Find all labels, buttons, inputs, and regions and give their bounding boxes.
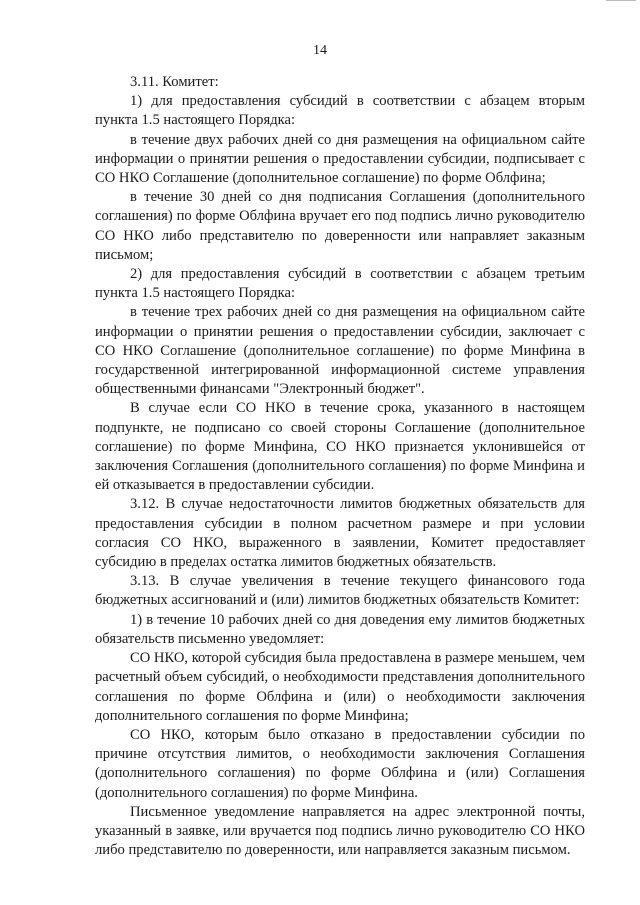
clause-3-11-item-2-para-1: в течение трех рабочих дней со дня размещения на официальном сайте информации о принятии решения о предоставлении субсидии, заключает с СО НКО Соглашение (дополнительное соглашение) по форме Минфина в государственной интегрированной информационной системе управления общественными финансами "Электронный бюджет". [95,304,585,398]
page-number: 14 [313,43,327,58]
clause-3-13-notice: Письменное уведомление направляется на адрес электронной почты, указанный в заявке, или вручается под подпись лично руководителю СО НКО либо представителю по доверенности, или направляется заказным письмом. [95,803,585,859]
clause-3-13-item-1-para-1: СО НКО, которой субсидия была предоставлена в размере меньшем, чем расчетный объем субсидий, о необходимости представления дополнительного соглашения по форме Облфина и (или) о необходимости заключения дополнительного соглашения по форме Минфина; [95,650,585,724]
clause-3-13-item-1: 1) в течение 10 рабочих дней со дня доведения ему лимитов бюджетных обязательств письменно уведомляет: [95,611,585,647]
clause-3-13-heading: 3.13. В случае увеличения в течение текущего финансового года бюджетных ассигнований и (или) лимитов бюджетных обязательств Комитет: [95,573,585,609]
clause-3-11-item-2-para-2: В случае если СО НКО в течение срока, указанного в настоящем подпункте, не подписано со своей стороны Соглашение (дополнительное соглашение) по форме Минфина, СО НКО признается уклонившейся от заключения Соглашения (дополнительного соглашения) по форме Минфина и ей отказывается в предоставлении субсидии. [95,400,585,494]
clause-3-11-item-1-para-1: в течение двух рабочих дней со дня размещения на официальном сайте информации о принятии решения о предоставлении субсидии, подписывает с СО НКО Соглашение (дополнительное соглашение) по форме Облфина; [95,131,585,187]
clause-3-11-item-1-para-2: в течение 30 дней со дня подписания Соглашения (дополнительного соглашения) по форме Облфина вручает его под подпись лично руководителю СО НКО либо представителю по доверенности или направляет заказным письмом; [95,189,585,263]
clause-3-11-item-2: 2) для предоставления субсидий в соответствии с абзацем третьим пункта 1.5 настоящего Порядка: [95,266,585,302]
clause-3-12: 3.12. В случае недостаточности лимитов бюджетных обязательств для предоставления субсидии в полном расчетном размере и при условии согласия СО НКО, выраженного в заявлении, Комитет предоставляет субсидию в пределах остатка лимитов бюджетных обязательств. [95,496,585,571]
clause-3-11-item-1: 1) для предоставления субсидий в соответствии с абзацем вторым пункта 1.5 настоящего Порядка: [95,93,585,129]
document-body [95,73,585,860]
clause-3-11-heading: 3.11. Комитет: [130,74,219,90]
scan-edge-mark [606,0,636,3]
clause-3-13-item-1-para-2: СО НКО, которым было отказано в предоставлении субсидии по причине отсутствия лимитов, о необходимости заключения Соглашения (дополнительного соглашения) по форме Облфина и (или) Соглашения (дополнительного соглашения) по форме Минфина. [95,726,585,801]
